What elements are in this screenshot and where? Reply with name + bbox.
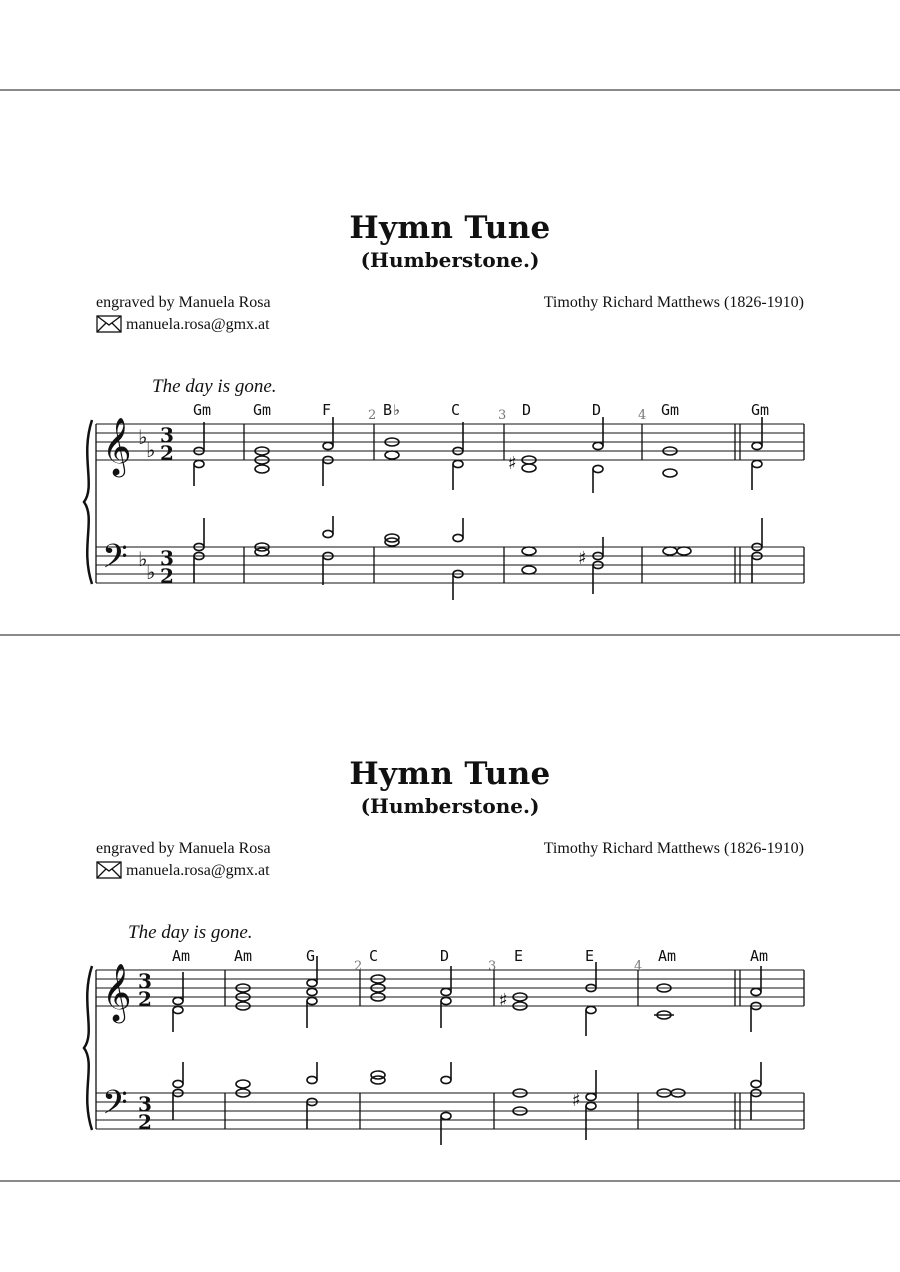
brace <box>84 420 92 584</box>
treble-clef-icon: 𝄞 <box>102 963 132 1021</box>
separator-top <box>0 89 900 91</box>
time-signature-bottom: 2 <box>160 441 174 465</box>
email-address[interactable]: manuela.rosa@gmx.at <box>126 316 270 333</box>
sharp-sign: ♯ <box>572 1090 581 1111</box>
piece-subtitle: (Humberstone.) <box>360 248 540 272</box>
time-signature-bottom: 2 <box>138 987 152 1011</box>
bass-clef-icon: 𝄢 <box>102 538 128 584</box>
chord-symbol: C <box>369 947 379 965</box>
email-line <box>96 861 270 880</box>
bar-number: 4 <box>634 959 643 974</box>
bass-staff <box>96 1093 804 1129</box>
chord-symbol: Gm <box>751 401 770 419</box>
treble-notes <box>173 956 761 1036</box>
treble-staff <box>96 970 804 1006</box>
composer-credit: Timothy Richard Matthews (1826-1910) <box>543 840 804 857</box>
chord-symbol: Gm <box>193 401 212 419</box>
time-signature-top: 3 <box>160 546 174 570</box>
chord-symbol: B♭ <box>383 401 402 419</box>
time-signature-top: 3 <box>160 423 174 447</box>
tempo-marking: The day is gone. <box>128 922 253 943</box>
time-signature-top: 3 <box>138 969 152 993</box>
engraver-credit: engraved by Manuela Rosa <box>96 840 271 857</box>
time-signature-bottom: 2 <box>160 564 174 588</box>
chord-symbol: D <box>440 947 450 965</box>
chord-symbol: E <box>514 947 524 965</box>
piece-subtitle: (Humberstone.) <box>360 794 540 818</box>
bar-number: 2 <box>368 408 377 423</box>
chord-symbol: Gm <box>661 401 680 419</box>
sharp-sign: ♯ <box>508 453 517 474</box>
bass-notes <box>173 1062 761 1145</box>
key-flat: ♭ <box>146 560 156 584</box>
time-signature-top: 3 <box>138 1092 152 1116</box>
brace <box>84 966 92 1130</box>
chord-symbol: G <box>306 947 316 965</box>
score-system-2 <box>0 942 900 1162</box>
chord-symbol: F <box>322 401 332 419</box>
score-system-1 <box>0 396 900 616</box>
envelope-icon <box>96 315 122 333</box>
chord-symbol: Am <box>750 947 769 965</box>
engraver-credit: engraved by Manuela Rosa <box>96 294 271 311</box>
chord-symbol: Am <box>172 947 191 965</box>
separator-bottom <box>0 1180 900 1182</box>
envelope-icon <box>96 861 122 879</box>
sharp-sign: ♯ <box>499 990 508 1011</box>
key-flat: ♭ <box>138 547 148 571</box>
key-flat: ♭ <box>138 425 148 449</box>
composer-credit: Timothy Richard Matthews (1826-1910) <box>543 294 804 311</box>
time-signature-bottom: 2 <box>138 1110 152 1134</box>
chord-symbol: D <box>592 401 602 419</box>
email-address[interactable]: manuela.rosa@gmx.at <box>126 862 270 879</box>
bar-number: 3 <box>498 408 507 423</box>
separator-middle <box>0 634 900 636</box>
treble-clef-icon: 𝄞 <box>102 417 132 475</box>
chord-symbol: E <box>585 947 595 965</box>
tempo-marking: The day is gone. <box>152 376 277 397</box>
chord-symbol: Gm <box>253 401 272 419</box>
sharp-sign: ♯ <box>578 548 587 569</box>
bar-number: 4 <box>638 408 647 423</box>
bar-number: 2 <box>354 959 363 974</box>
bass-clef-icon: 𝄢 <box>102 1084 128 1130</box>
piece-title: Hymn Tune <box>349 210 551 246</box>
chord-symbol: Am <box>234 947 253 965</box>
bass-notes <box>194 516 762 600</box>
email-line <box>96 315 270 334</box>
chord-symbol: D <box>522 401 532 419</box>
key-flat: ♭ <box>146 438 156 462</box>
piece-title: Hymn Tune <box>349 756 551 792</box>
treble-notes <box>194 417 762 493</box>
chord-symbol: C <box>451 401 461 419</box>
chord-symbol: Am <box>658 947 677 965</box>
bar-number: 3 <box>488 959 497 974</box>
